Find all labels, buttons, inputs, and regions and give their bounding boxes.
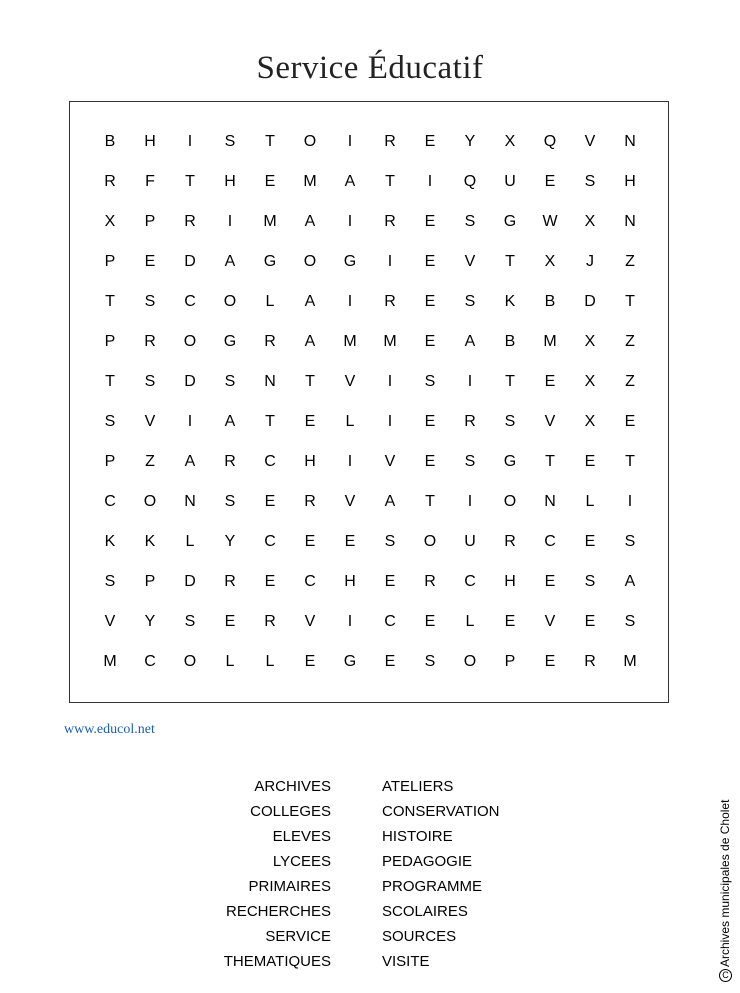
grid-cell[interactable]: Y: [464, 133, 476, 150]
grid-cell[interactable]: L: [185, 533, 195, 550]
word-list-item: SCOLAIRES: [382, 903, 468, 920]
grid-cell[interactable]: C: [264, 453, 276, 470]
grid-cell[interactable]: G: [343, 653, 357, 670]
grid-cell[interactable]: T: [105, 293, 115, 310]
grid-cell[interactable]: Q: [463, 173, 477, 190]
grid-cell[interactable]: N: [624, 213, 636, 230]
grid-cell[interactable]: T: [185, 173, 195, 190]
grid-row: [90, 562, 650, 602]
grid-cell[interactable]: R: [184, 213, 196, 230]
grid-cell[interactable]: E: [264, 493, 276, 510]
grid-cell[interactable]: X: [104, 213, 116, 230]
grid-cell[interactable]: P: [104, 333, 116, 350]
grid-cell[interactable]: I: [347, 133, 353, 150]
grid-cell[interactable]: O: [303, 253, 317, 270]
grid-cell[interactable]: H: [344, 573, 356, 590]
grid-cell[interactable]: T: [505, 373, 515, 390]
grid-row: [90, 282, 650, 322]
grid-cell[interactable]: D: [184, 373, 196, 390]
grid-cell[interactable]: I: [467, 373, 473, 390]
word-list-item: CONSERVATION: [382, 803, 500, 820]
word-list-item: PEDAGOGIE: [382, 853, 473, 870]
grid-cell[interactable]: E: [544, 373, 556, 390]
grid-cell[interactable]: C: [544, 533, 556, 550]
grid-cell[interactable]: A: [224, 253, 236, 270]
grid-row: [90, 122, 650, 162]
grid-cell[interactable]: N: [624, 133, 636, 150]
grid-cell[interactable]: A: [184, 453, 196, 470]
grid-cell[interactable]: E: [264, 573, 276, 590]
grid-cell[interactable]: E: [624, 413, 636, 430]
grid-cell[interactable]: T: [545, 453, 555, 470]
grid-row: [90, 162, 650, 202]
grid-cell[interactable]: R: [584, 653, 596, 670]
grid-cell[interactable]: E: [384, 573, 396, 590]
page-title: Service Éducatif: [256, 50, 484, 86]
word-list-item: PROGRAMME: [382, 878, 483, 895]
grid-cell[interactable]: E: [544, 173, 556, 190]
grid-cell[interactable]: R: [384, 213, 396, 230]
word-list-item: VISITE: [382, 953, 430, 970]
grid-cell[interactable]: S: [224, 373, 236, 390]
grid-cell[interactable]: S: [464, 293, 476, 310]
credit-text: Archives municipales de Cholet: [718, 799, 732, 967]
grid-cell[interactable]: X: [584, 213, 596, 230]
grid-cell[interactable]: J: [586, 253, 594, 270]
grid-cell[interactable]: D: [584, 293, 596, 310]
grid-cell[interactable]: S: [584, 173, 596, 190]
grid-cell[interactable]: T: [305, 373, 315, 390]
grid-cell[interactable]: P: [104, 253, 116, 270]
grid-cell[interactable]: I: [467, 493, 473, 510]
grid-cell[interactable]: O: [303, 133, 317, 150]
grid-cell[interactable]: A: [304, 293, 316, 310]
grid-cell[interactable]: O: [223, 293, 237, 310]
grid-cell[interactable]: W: [542, 213, 558, 230]
grid-cell[interactable]: V: [304, 613, 316, 630]
grid-cell[interactable]: I: [187, 413, 193, 430]
grid-cell[interactable]: E: [424, 613, 436, 630]
grid-row: [90, 522, 650, 562]
grid-cell[interactable]: I: [347, 613, 353, 630]
grid-cell[interactable]: S: [384, 533, 396, 550]
grid-cell[interactable]: K: [144, 533, 156, 550]
grid-cell[interactable]: H: [304, 453, 316, 470]
grid-cell[interactable]: R: [384, 293, 396, 310]
grid-cell[interactable]: E: [544, 653, 556, 670]
grid-cell[interactable]: E: [584, 453, 596, 470]
grid-cell[interactable]: G: [223, 333, 237, 350]
grid-cell[interactable]: E: [344, 533, 356, 550]
grid-cell[interactable]: E: [224, 613, 236, 630]
grid-cell[interactable]: E: [424, 293, 436, 310]
grid-cell[interactable]: V: [544, 413, 556, 430]
grid-cell[interactable]: X: [584, 333, 596, 350]
grid-cell[interactable]: Z: [625, 253, 635, 270]
grid-cell[interactable]: E: [424, 253, 436, 270]
grid-cell[interactable]: V: [144, 413, 156, 430]
grid-cell[interactable]: S: [624, 613, 636, 630]
grid-cell[interactable]: Z: [145, 453, 155, 470]
grid-cell[interactable]: G: [343, 253, 357, 270]
grid-cell[interactable]: A: [464, 333, 476, 350]
grid-cell[interactable]: T: [505, 253, 515, 270]
word-list-item: PRIMAIRES: [248, 878, 331, 895]
grid-cell[interactable]: E: [424, 133, 436, 150]
grid-cell[interactable]: Y: [224, 533, 236, 550]
grid-cell[interactable]: E: [144, 253, 156, 270]
credit-line: [718, 800, 732, 982]
grid-cell[interactable]: I: [387, 373, 393, 390]
grid-cell[interactable]: X: [584, 413, 596, 430]
word-list-item: RECHERCHES: [225, 903, 331, 920]
grid-cell[interactable]: V: [384, 453, 396, 470]
grid-cell[interactable]: C: [464, 573, 476, 590]
grid-cell[interactable]: B: [544, 293, 556, 310]
word-list-left: [224, 774, 331, 974]
grid-cell[interactable]: I: [387, 253, 393, 270]
grid-cell[interactable]: S: [104, 413, 116, 430]
grid-cell[interactable]: E: [424, 453, 436, 470]
grid-row: [90, 362, 650, 402]
grid-cell[interactable]: S: [464, 213, 476, 230]
grid-cell[interactable]: T: [385, 173, 395, 190]
grid-cell[interactable]: T: [105, 373, 115, 390]
grid-cell[interactable]: C: [304, 573, 316, 590]
grid-cell[interactable]: E: [424, 413, 436, 430]
grid-cell[interactable]: U: [464, 533, 476, 550]
grid-cell[interactable]: M: [263, 213, 277, 230]
grid-cell[interactable]: S: [424, 373, 436, 390]
grid-cell[interactable]: T: [625, 453, 635, 470]
grid-cell[interactable]: M: [383, 333, 397, 350]
grid-cell[interactable]: R: [464, 413, 476, 430]
grid-cell[interactable]: X: [544, 253, 556, 270]
grid-cell[interactable]: H: [144, 133, 156, 150]
grid-cell[interactable]: S: [424, 653, 436, 670]
grid-cell[interactable]: I: [347, 213, 353, 230]
grid-cell[interactable]: A: [384, 493, 396, 510]
grid-cell[interactable]: N: [544, 493, 556, 510]
grid-cell[interactable]: O: [183, 653, 197, 670]
grid-cell[interactable]: L: [585, 493, 595, 510]
grid-cell[interactable]: Z: [625, 333, 635, 350]
grid-cell[interactable]: E: [504, 613, 516, 630]
grid-cell[interactable]: A: [624, 573, 636, 590]
grid-cell[interactable]: L: [225, 653, 235, 670]
grid-row: [90, 322, 650, 362]
word-list-right: [382, 774, 500, 974]
word-list-item: THEMATIQUES: [223, 953, 331, 970]
word-list-item: SERVICE: [265, 928, 331, 945]
grid-cell[interactable]: V: [344, 493, 356, 510]
grid-cell[interactable]: H: [624, 173, 636, 190]
grid-cell[interactable]: E: [304, 413, 316, 430]
grid-cell[interactable]: T: [265, 413, 275, 430]
grid-cell[interactable]: E: [384, 653, 396, 670]
word-list-item: ARCHIVES: [254, 778, 331, 795]
grid-cell[interactable]: P: [504, 653, 516, 670]
grid-cell[interactable]: I: [627, 493, 633, 510]
grid-cell[interactable]: R: [144, 333, 156, 350]
grid-cell[interactable]: Z: [625, 373, 635, 390]
grid-cell[interactable]: L: [265, 653, 275, 670]
grid-cell[interactable]: K: [504, 293, 516, 310]
grid-cell[interactable]: N: [184, 493, 196, 510]
grid-cell[interactable]: D: [184, 573, 196, 590]
grid-cell[interactable]: E: [304, 533, 316, 550]
grid-cell[interactable]: I: [187, 133, 193, 150]
grid-row: [90, 202, 650, 242]
grid-cell[interactable]: E: [544, 573, 556, 590]
grid-cell[interactable]: S: [584, 573, 596, 590]
grid-cell[interactable]: T: [265, 133, 275, 150]
grid-row: [90, 242, 650, 282]
grid-cell[interactable]: Q: [543, 133, 557, 150]
grid-cell[interactable]: T: [625, 293, 635, 310]
grid-cell[interactable]: K: [104, 533, 116, 550]
grid-cell[interactable]: I: [427, 173, 433, 190]
grid-cell[interactable]: X: [584, 373, 596, 390]
grid-cell[interactable]: E: [584, 533, 596, 550]
grid-cell[interactable]: R: [424, 573, 436, 590]
grid-cell[interactable]: R: [504, 533, 516, 550]
grid-cell[interactable]: M: [343, 333, 357, 350]
grid-cell[interactable]: A: [304, 213, 316, 230]
grid-cell[interactable]: H: [504, 573, 516, 590]
grid-cell[interactable]: S: [624, 533, 636, 550]
grid-cell[interactable]: S: [184, 613, 196, 630]
grid-cell[interactable]: F: [145, 173, 155, 190]
word-list-item: ATELIERS: [382, 778, 454, 795]
grid-cell[interactable]: A: [224, 413, 236, 430]
grid-row: [90, 402, 650, 442]
grid-cell[interactable]: M: [103, 653, 117, 670]
grid-cell[interactable]: S: [104, 573, 116, 590]
grid-cell[interactable]: I: [347, 453, 353, 470]
grid-cell[interactable]: O: [503, 493, 517, 510]
letter-grid: [90, 122, 650, 682]
grid-cell[interactable]: C: [184, 293, 196, 310]
grid-cell[interactable]: O: [423, 533, 437, 550]
grid-cell[interactable]: C: [144, 653, 156, 670]
grid-row: [90, 482, 650, 522]
grid-cell[interactable]: H: [224, 173, 236, 190]
grid-cell[interactable]: C: [104, 493, 116, 510]
grid-cell[interactable]: S: [504, 413, 516, 430]
grid-cell[interactable]: I: [387, 413, 393, 430]
grid-cell[interactable]: C: [384, 613, 396, 630]
grid-cell[interactable]: R: [224, 453, 236, 470]
grid-cell[interactable]: S: [464, 453, 476, 470]
grid-cell[interactable]: E: [424, 213, 436, 230]
grid-cell[interactable]: B: [504, 333, 516, 350]
word-list-item: COLLEGES: [250, 803, 331, 820]
grid-cell[interactable]: S: [224, 133, 236, 150]
grid-cell[interactable]: L: [345, 413, 355, 430]
grid-cell[interactable]: E: [264, 173, 276, 190]
grid-cell[interactable]: B: [104, 133, 116, 150]
grid-cell[interactable]: X: [504, 133, 516, 150]
grid-cell[interactable]: R: [224, 573, 236, 590]
grid-cell[interactable]: S: [144, 373, 156, 390]
grid-cell[interactable]: R: [304, 493, 316, 510]
grid-cell[interactable]: N: [264, 373, 276, 390]
grid-cell[interactable]: O: [143, 493, 157, 510]
grid-cell[interactable]: V: [104, 613, 116, 630]
grid-cell[interactable]: P: [104, 453, 116, 470]
grid-cell[interactable]: C: [264, 533, 276, 550]
grid-cell[interactable]: L: [465, 613, 475, 630]
grid-cell[interactable]: G: [503, 213, 517, 230]
grid-cell[interactable]: E: [304, 653, 316, 670]
grid-cell[interactable]: V: [584, 133, 596, 150]
grid-row: [90, 602, 650, 642]
grid-cell[interactable]: R: [104, 173, 116, 190]
grid-row: [90, 642, 650, 682]
grid-cell[interactable]: R: [264, 333, 276, 350]
grid-cell[interactable]: V: [464, 253, 476, 270]
grid-row: [90, 442, 650, 482]
grid-cell[interactable]: T: [425, 493, 435, 510]
grid-cell[interactable]: R: [384, 133, 396, 150]
grid-cell[interactable]: A: [304, 333, 316, 350]
grid-cell[interactable]: R: [264, 613, 276, 630]
grid-cell[interactable]: E: [584, 613, 596, 630]
grid-cell[interactable]: D: [184, 253, 196, 270]
grid-cell[interactable]: V: [344, 373, 356, 390]
grid-cell[interactable]: L: [265, 293, 275, 310]
grid-cell[interactable]: I: [347, 293, 353, 310]
grid-cell[interactable]: O: [463, 653, 477, 670]
educol-link[interactable]: www.educol.net: [64, 722, 155, 737]
word-list-item: ELEVES: [272, 828, 331, 845]
grid-cell[interactable]: Y: [144, 613, 156, 630]
grid-cell[interactable]: O: [183, 333, 197, 350]
grid-cell[interactable]: S: [144, 293, 156, 310]
word-list-item: HISTOIRE: [382, 828, 453, 845]
grid-cell[interactable]: M: [543, 333, 557, 350]
grid-cell[interactable]: V: [544, 613, 556, 630]
word-search-grid: [69, 101, 669, 703]
grid-cell[interactable]: E: [424, 333, 436, 350]
grid-cell[interactable]: M: [303, 173, 317, 190]
grid-cell[interactable]: G: [263, 253, 277, 270]
word-list-item: LYCEES: [272, 853, 331, 870]
grid-cell[interactable]: M: [623, 653, 637, 670]
grid-cell[interactable]: G: [503, 453, 517, 470]
grid-cell[interactable]: A: [344, 173, 356, 190]
grid-cell[interactable]: P: [144, 573, 156, 590]
grid-cell[interactable]: I: [227, 213, 233, 230]
grid-cell[interactable]: U: [504, 173, 516, 190]
copyright-icon: C: [719, 969, 732, 982]
word-list-item: SOURCES: [382, 928, 457, 945]
grid-cell[interactable]: P: [144, 213, 156, 230]
grid-cell[interactable]: S: [224, 493, 236, 510]
